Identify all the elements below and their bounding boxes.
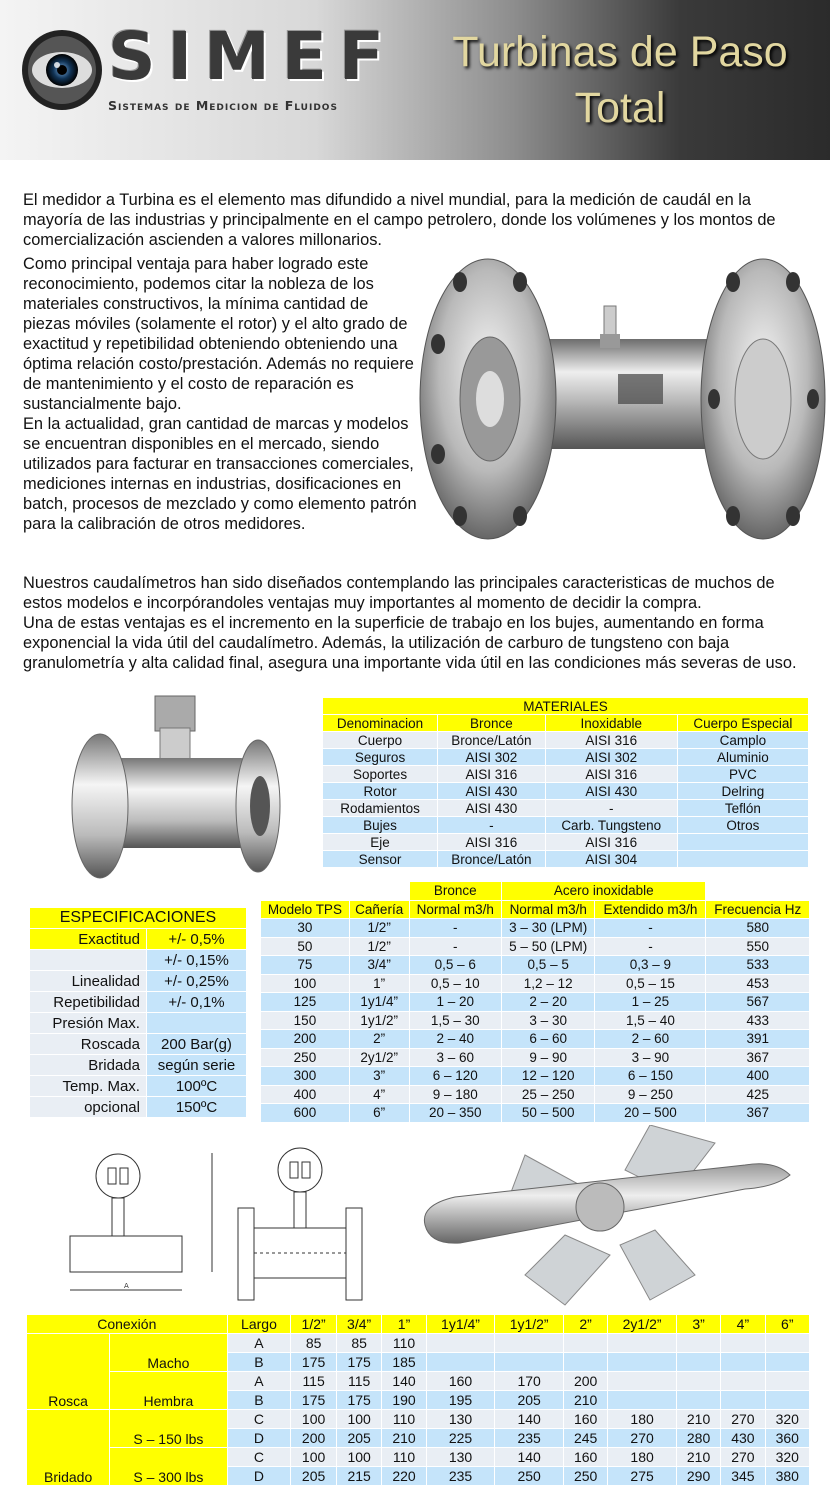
modelos-cell: 30 [261, 919, 350, 938]
materiales-row [323, 732, 809, 749]
materiales-cell: Teflón [677, 800, 808, 817]
modelos-row [261, 919, 810, 938]
modelos-cell: 12 – 120 [502, 1067, 595, 1086]
conexion-sub-macho: Macho [110, 1334, 227, 1372]
spec-label: Bridada [30, 1055, 147, 1076]
header-banner [0, 0, 830, 160]
spec-value [146, 1013, 246, 1034]
modelos-cell: 2 – 20 [502, 993, 595, 1012]
modelos-cell: 6 – 120 [409, 1067, 502, 1086]
conexion-cell [426, 1353, 495, 1372]
materiales-cell: Aluminio [677, 749, 808, 766]
materiales-cell: Rotor [323, 783, 438, 800]
materiales-cell: Seguros [323, 749, 438, 766]
conexion-cell: 85 [291, 1334, 337, 1353]
modelos-cell: 400 [261, 1085, 350, 1104]
conexion-cell: 225 [426, 1429, 495, 1448]
spec-value: 100ºC [146, 1076, 246, 1097]
modelos-cell: 20 – 500 [595, 1104, 706, 1123]
conexion-header: 4” [721, 1315, 765, 1334]
conexion-cell: 175 [291, 1353, 337, 1372]
rotor-photo [415, 1125, 815, 1310]
especificaciones-row [30, 992, 247, 1013]
design-paragraph [23, 573, 815, 673]
conexion-cell: 210 [382, 1429, 426, 1448]
conexion-cell [676, 1353, 720, 1372]
spec-value: 150ºC [146, 1097, 246, 1118]
modelos-cell: 2y1/2” [349, 1048, 409, 1067]
materiales-cell: AISI 304 [545, 851, 677, 868]
materiales-cell: AISI 430 [438, 800, 546, 817]
conexion-cell [608, 1334, 677, 1353]
especificaciones-row [30, 929, 247, 950]
conexion-cell [608, 1353, 677, 1372]
modelos-header: Frecuencia Hz [706, 900, 810, 919]
conexion-row [27, 1334, 810, 1353]
materiales-cell: - [438, 817, 546, 834]
conexion-header: 1/2” [291, 1315, 337, 1334]
conexion-cell [495, 1353, 564, 1372]
spec-label: opcional [30, 1097, 147, 1118]
modelos-cell: 0,5 – 5 [502, 956, 595, 975]
conexion-cell: A [227, 1372, 291, 1391]
conexion-table [26, 1314, 810, 1486]
conexion-cell: D [227, 1467, 291, 1486]
modelos-cell: 1 – 20 [409, 993, 502, 1012]
conexion-cell: 275 [608, 1467, 677, 1486]
brand-tagline: Sistemas de Medicion de Fluidos [108, 98, 338, 113]
mat-header: Inoxidable [545, 715, 677, 732]
conexion-cell: 175 [291, 1391, 337, 1410]
group-acero: Acero inoxidable [502, 882, 706, 901]
modelos-cell: 550 [706, 937, 810, 956]
design-text: Nuestros caudalímetros han sido diseñados contemplando las principales caracteristicas de muchos de estos modelos e incorpórandoles ventajas muy importantes al momento de decidir la compra. [23, 574, 775, 612]
conexion-cell: 235 [495, 1429, 564, 1448]
mat-header: Cuerpo Especial [677, 715, 808, 732]
modelos-cell: 0,5 – 15 [595, 974, 706, 993]
modelos-cell: 2 – 60 [595, 1030, 706, 1049]
modelos-row [261, 1048, 810, 1067]
materiales-cell: Carb. Tungsteno [545, 817, 677, 834]
materiales-row [323, 766, 809, 783]
modelos-row [261, 937, 810, 956]
conexion-cell: 110 [382, 1448, 426, 1467]
conexion-cell [765, 1353, 809, 1372]
conexion-row [27, 1410, 810, 1429]
modelos-cell: 3/4” [349, 956, 409, 975]
materiales-row [323, 749, 809, 766]
conexion-cell: 195 [426, 1391, 495, 1410]
conexion-cell: 320 [765, 1448, 809, 1467]
modelos-cell: 3” [349, 1067, 409, 1086]
conexion-cell: 280 [676, 1429, 720, 1448]
modelos-cell: 6” [349, 1104, 409, 1123]
conexion-header: Largo [227, 1315, 291, 1334]
conexion-cell [676, 1334, 720, 1353]
conexion-cell: C [227, 1410, 291, 1429]
modelos-cell: 2” [349, 1030, 409, 1049]
conexion-header: 1” [382, 1315, 426, 1334]
materiales-row [323, 851, 809, 868]
modelos-cell: 9 – 180 [409, 1085, 502, 1104]
modelos-cell: 0,5 – 10 [409, 974, 502, 993]
conexion-cell: D [227, 1429, 291, 1448]
conexion-cell [721, 1353, 765, 1372]
conexion-cell: 245 [563, 1429, 607, 1448]
materiales-row [323, 783, 809, 800]
modelos-cell: 1/2” [349, 919, 409, 938]
modelos-row [261, 1104, 810, 1123]
conexion-cell [563, 1353, 607, 1372]
conexion-row [27, 1372, 810, 1391]
conexion-cell: 205 [495, 1391, 564, 1410]
materiales-cell: AISI 316 [438, 834, 546, 851]
conexion-cell: 180 [608, 1448, 677, 1467]
simef-eye-logo-icon [20, 28, 104, 112]
materiales-row [323, 817, 809, 834]
conexion-cell: 270 [721, 1410, 765, 1429]
modelos-cell: 425 [706, 1085, 810, 1104]
modelos-cell: 600 [261, 1104, 350, 1123]
conexion-header: 2” [563, 1315, 607, 1334]
modelos-cell: - [595, 937, 706, 956]
materiales-cell: Delring [677, 783, 808, 800]
modelos-cell: 6 – 60 [502, 1030, 595, 1049]
modelos-header: Extendido m3/h [595, 900, 706, 919]
conexion-cell: C [227, 1448, 291, 1467]
modelos-cell: 1/2” [349, 937, 409, 956]
modelos-header: Normal m3/h [502, 900, 595, 919]
modelos-cell: 4” [349, 1085, 409, 1104]
modelos-cell: 75 [261, 956, 350, 975]
modelos-cell: 580 [706, 919, 810, 938]
modelos-cell: 9 – 250 [595, 1085, 706, 1104]
conexion-cell [721, 1391, 765, 1410]
conexion-cell: 100 [336, 1410, 382, 1429]
modelos-cell: 1,5 – 40 [595, 1011, 706, 1030]
conexion-cell: 210 [563, 1391, 607, 1410]
modelos-cell: 6 – 150 [595, 1067, 706, 1086]
especificaciones-row [30, 971, 247, 992]
especificaciones-row [30, 1013, 247, 1034]
conexion-cell [676, 1372, 720, 1391]
modelos-header: Cañería [349, 900, 409, 919]
conexion-cell [765, 1372, 809, 1391]
conexion-cell: 100 [291, 1448, 337, 1467]
modelos-cell: 391 [706, 1030, 810, 1049]
conexion-header: Conexión [27, 1315, 228, 1334]
modelos-cell: - [409, 919, 502, 938]
modelos-row [261, 1011, 810, 1030]
conexion-cell: 130 [426, 1448, 495, 1467]
conexion-cell: 290 [676, 1467, 720, 1486]
materiales-cell: Soportes [323, 766, 438, 783]
modelos-cell: 2 – 40 [409, 1030, 502, 1049]
conexion-cell: 360 [765, 1429, 809, 1448]
materiales-cell: AISI 316 [545, 732, 677, 749]
advantages-text: Como principal ventaja para haber logrado este reconocimiento, podemos citar la nobleza de los materiales constructivos, la mínima cantidad de piezas móviles (solamente el rotor) y el alto grado de exactitud y repetibilidad obteniendo obteniendo una óptima relación costo/prestación. Además no requiere de mantenimiento y el costo de reparación es sustancialmente bajo. [23, 255, 414, 413]
materiales-title: MATERIALES [323, 698, 809, 715]
conexion-cell: B [227, 1353, 291, 1372]
materiales-cell: Bronce/Latón [438, 732, 546, 749]
modelos-cell: 200 [261, 1030, 350, 1049]
conexion-cell [563, 1334, 607, 1353]
conexion-cell: 140 [495, 1410, 564, 1429]
materiales-cell: AISI 302 [545, 749, 677, 766]
especificaciones-row [30, 950, 247, 971]
conexion-header: 3” [676, 1315, 720, 1334]
conexion-cell: 170 [495, 1372, 564, 1391]
spec-value: según serie [146, 1055, 246, 1076]
spec-label: Roscada [30, 1034, 147, 1055]
conexion-cell: 160 [563, 1410, 607, 1429]
conexion-sub-s300: S – 300 lbs [110, 1448, 227, 1486]
group-bronce: Bronce [409, 882, 502, 901]
modelos-row [261, 974, 810, 993]
materiales-row [323, 800, 809, 817]
materiales-cell: AISI 430 [545, 783, 677, 800]
conexion-cell: 175 [336, 1353, 382, 1372]
conexion-cell: 210 [676, 1410, 720, 1429]
spec-label: Temp. Max. [30, 1076, 147, 1097]
market-text: En la actualidad, gran cantidad de marcas y modelos se encuentran disponibles en el mercado, siendo utilizados para facturar en transacciones comerciales, mediciones internas en industrias, dosificaciones en batch, procesos de mezclado y como elemento patrón para la calibración de otros medidores. [23, 415, 417, 533]
modelos-cell: 367 [706, 1104, 810, 1123]
conexion-cell: 185 [382, 1353, 426, 1372]
conexion-cell: 215 [336, 1467, 382, 1486]
conexion-cell: 85 [336, 1334, 382, 1353]
materiales-row [323, 834, 809, 851]
conexion-cell: B [227, 1391, 291, 1410]
conexion-cell: 110 [382, 1334, 426, 1353]
conexion-cell [676, 1391, 720, 1410]
threaded-turbine-photo [60, 688, 290, 888]
modelos-row [261, 956, 810, 975]
especificaciones-title: ESPECIFICACIONES [30, 908, 247, 929]
modelos-cell: 1 – 25 [595, 993, 706, 1012]
bushing-text: Una de estas ventajas es el incremento en la superficie de trabajo en los bujes, aumentando en forma exponencial la vida útil del caudalímetro. Además, la utilización de carburo de tungsteno con baja granulometría y alta calidad final, asegura una importante vida útil en las condiciones más severas de uso. [23, 614, 797, 672]
spec-value: +/- 0,25% [146, 971, 246, 992]
modelos-cell: 25 – 250 [502, 1085, 595, 1104]
conexion-cell [608, 1391, 677, 1410]
modelos-cell: 3 – 60 [409, 1048, 502, 1067]
materiales-cell: Bronce/Latón [438, 851, 546, 868]
conexion-cell [765, 1391, 809, 1410]
brand-name: SIMEF [108, 18, 396, 95]
modelos-cell: 0,3 – 9 [595, 956, 706, 975]
mat-header: Denominacion [323, 715, 438, 732]
materiales-cell: Bujes [323, 817, 438, 834]
conexion-cell: 130 [426, 1410, 495, 1429]
modelos-row [261, 1030, 810, 1049]
modelos-cell: 567 [706, 993, 810, 1012]
modelos-cell: 453 [706, 974, 810, 993]
spec-label: Repetibilidad [30, 992, 147, 1013]
modelos-cell: 1,5 – 30 [409, 1011, 502, 1030]
conexion-cell [721, 1372, 765, 1391]
conexion-cell: 200 [291, 1429, 337, 1448]
modelos-row [261, 1067, 810, 1086]
modelos-cell: 433 [706, 1011, 810, 1030]
conexion-cell: 110 [382, 1410, 426, 1429]
modelos-cell: 50 – 500 [502, 1104, 595, 1123]
modelos-cell: 3 – 30 [502, 1011, 595, 1030]
materiales-cell: Rodamientos [323, 800, 438, 817]
conexion-header: 1y1/4” [426, 1315, 495, 1334]
conexion-cell [495, 1334, 564, 1353]
spec-label: Exactitud [30, 929, 147, 950]
conexion-group-bridado: Bridado [27, 1410, 110, 1486]
modelos-cell: 0,5 – 6 [409, 956, 502, 975]
materiales-cell: PVC [677, 766, 808, 783]
conexion-cell: A [227, 1334, 291, 1353]
conexion-cell: 180 [608, 1410, 677, 1429]
conexion-cell: 270 [608, 1429, 677, 1448]
materiales-cell: AISI 316 [545, 766, 677, 783]
spec-value: +/- 0,15% [146, 950, 246, 971]
materiales-cell: Sensor [323, 851, 438, 868]
modelos-cell: 1y1/4” [349, 993, 409, 1012]
modelos-cell: 1y1/2” [349, 1011, 409, 1030]
conexion-cell: 140 [495, 1448, 564, 1467]
modelos-header: Normal m3/h [409, 900, 502, 919]
modelos-cell: 400 [706, 1067, 810, 1086]
conexion-cell: 200 [563, 1372, 607, 1391]
modelos-cell: 150 [261, 1011, 350, 1030]
conexion-cell: 345 [721, 1467, 765, 1486]
spec-value: 200 Bar(g) [146, 1034, 246, 1055]
conexion-cell: 190 [382, 1391, 426, 1410]
conexion-cell: 140 [382, 1372, 426, 1391]
modelos-cell: 300 [261, 1067, 350, 1086]
technical-drawing-side [62, 1138, 242, 1308]
spec-value: +/- 0,5% [146, 929, 246, 950]
spec-label: Linealidad [30, 971, 147, 992]
conexion-cell: 160 [426, 1372, 495, 1391]
materiales-cell: AISI 302 [438, 749, 546, 766]
conexion-cell [765, 1334, 809, 1353]
especificaciones-row [30, 1076, 247, 1097]
modelos-cell: 3 – 90 [595, 1048, 706, 1067]
conexion-cell [721, 1334, 765, 1353]
materiales-cell: Eje [323, 834, 438, 851]
modelos-cell: 250 [261, 1048, 350, 1067]
conexion-header: 6” [765, 1315, 809, 1334]
modelos-cell: 1,2 – 12 [502, 974, 595, 993]
dim-label: A [124, 1282, 129, 1290]
mat-header: Bronce [438, 715, 546, 732]
especificaciones-table [29, 907, 247, 1118]
flanged-turbine-photo [418, 254, 828, 554]
modelos-header: Modelo TPS [261, 900, 350, 919]
modelos-cell: - [409, 937, 502, 956]
conexion-cell: 115 [336, 1372, 382, 1391]
materiales-cell: AISI 316 [545, 834, 677, 851]
modelos-cell: 100 [261, 974, 350, 993]
modelos-row [261, 1085, 810, 1104]
materiales-cell [677, 834, 808, 851]
advantages-paragraph [23, 254, 418, 534]
page-title [410, 24, 830, 136]
conexion-cell: 160 [563, 1448, 607, 1467]
technical-drawing-front [232, 1138, 382, 1308]
materiales-cell [677, 851, 808, 868]
materiales-cell: Camplo [677, 732, 808, 749]
conexion-header-row [27, 1315, 810, 1334]
conexion-cell [426, 1334, 495, 1353]
conexion-header: 3/4” [336, 1315, 382, 1334]
conexion-cell: 250 [495, 1467, 564, 1486]
conexion-cell: 270 [721, 1448, 765, 1467]
modelos-cell: 367 [706, 1048, 810, 1067]
conexion-cell: 100 [336, 1448, 382, 1467]
conexion-cell: 205 [291, 1467, 337, 1486]
modelos-header-row [261, 900, 810, 919]
conexion-header: 1y1/2” [495, 1315, 564, 1334]
conexion-cell: 175 [336, 1391, 382, 1410]
spec-label [30, 950, 147, 971]
materiales-cell: AISI 316 [438, 766, 546, 783]
modelos-cell: 50 [261, 937, 350, 956]
conexion-group-rosca: Rosca [27, 1334, 110, 1410]
title-line-1: Turbinas de Paso [452, 28, 788, 76]
modelos-table [260, 881, 810, 1123]
especificaciones-row [30, 1034, 247, 1055]
conexion-cell: 115 [291, 1372, 337, 1391]
conexion-cell: 235 [426, 1467, 495, 1486]
modelos-cell: - [595, 919, 706, 938]
modelos-row [261, 993, 810, 1012]
conexion-cell: 430 [721, 1429, 765, 1448]
conexion-cell: 205 [336, 1429, 382, 1448]
conexion-cell: 100 [291, 1410, 337, 1429]
conexion-sub-hembra: Hembra [110, 1372, 227, 1410]
spec-value: +/- 0,1% [146, 992, 246, 1013]
conexion-row [27, 1448, 810, 1467]
modelos-cell: 125 [261, 993, 350, 1012]
modelos-cell: 3 – 30 (LPM) [502, 919, 595, 938]
modelos-cell: 20 – 350 [409, 1104, 502, 1123]
modelos-cell: 533 [706, 956, 810, 975]
materiales-cell: - [545, 800, 677, 817]
materiales-cell: AISI 430 [438, 783, 546, 800]
intro-paragraph: El medidor a Turbina es el elemento mas difundido a nivel mundial, para la medición de caudál en la mayoría de las industrias y principalmente en el campo petrolero, donde los volúmenes y los montos de comercialización ascienden a valores millonarios. [23, 191, 776, 249]
modelos-cell: 1” [349, 974, 409, 993]
modelos-cell: 5 – 50 (LPM) [502, 937, 595, 956]
title-line-2: Total [574, 84, 666, 132]
especificaciones-row [30, 1097, 247, 1118]
materiales-table [322, 697, 809, 868]
especificaciones-row [30, 1055, 247, 1076]
materiales-cell: Otros [677, 817, 808, 834]
spec-label: Presión Max. [30, 1013, 147, 1034]
materiales-cell: Cuerpo [323, 732, 438, 749]
modelos-cell: 9 – 90 [502, 1048, 595, 1067]
conexion-cell: 250 [563, 1467, 607, 1486]
conexion-sub-s150: S – 150 lbs [110, 1410, 227, 1448]
conexion-cell: 210 [676, 1448, 720, 1467]
conexion-header: 2y1/2” [608, 1315, 677, 1334]
conexion-cell: 380 [765, 1467, 809, 1486]
conexion-cell: 220 [382, 1467, 426, 1486]
conexion-cell: 320 [765, 1410, 809, 1429]
conexion-cell [608, 1372, 677, 1391]
